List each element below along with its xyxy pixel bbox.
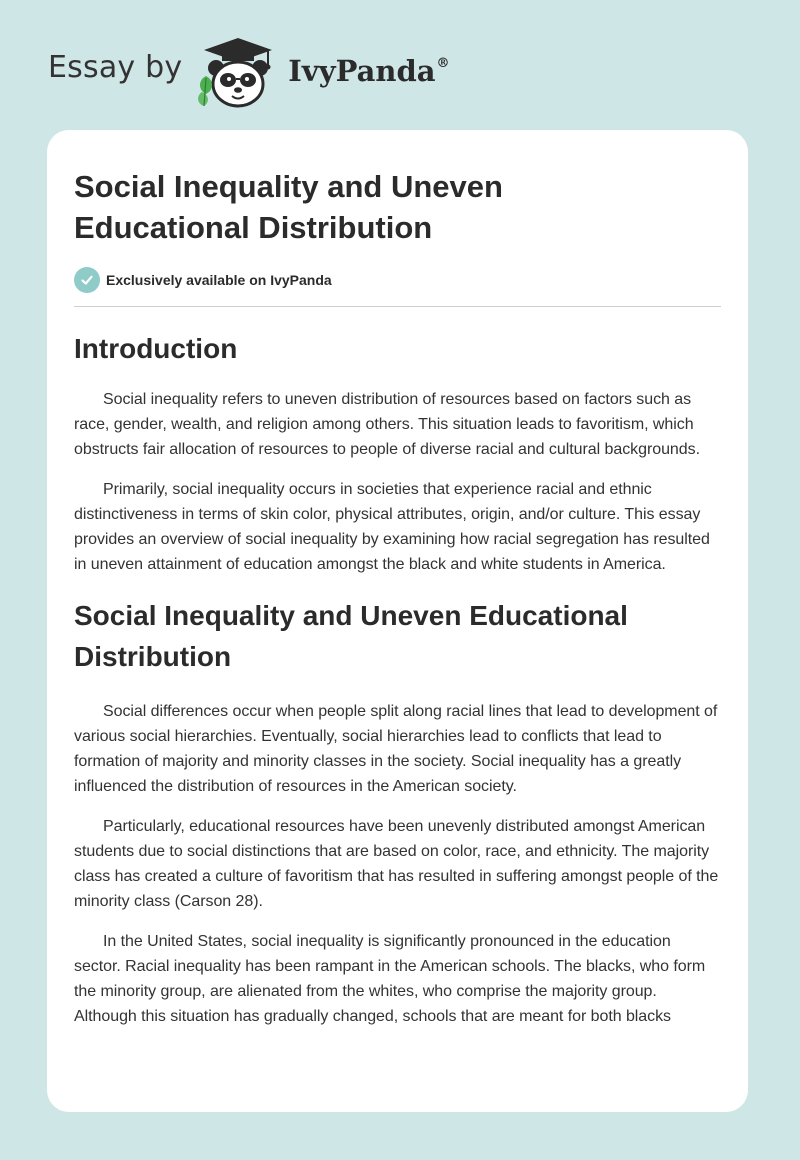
essay-by-label: Essay by — [48, 49, 183, 85]
paragraph: In the United States, social inequality is significantly pronounced in the education sector. Racial inequality has been rampant in the American schools. The blacks, who form the minority group, are alienated from the whites, who comprise the majority group. Although this situation has gradually changed, schools that are meant for both blacks — [74, 933, 706, 1025]
paragraph: Primarily, social inequality occurs in societies that experience racial and ethnic distinctiveness in terms of skin color, physical attributes, origin, and/or culture. This essay provides an overview of social inequality by examining how racial segregation has resulted in uneven attainment of education amongst the black and white students in America. — [74, 481, 710, 573]
paragraph: Social differences occur when people split along racial lines that lead to development of various social hierarchies. Eventually, social hierarchies lead to conflicts that lead to formation of majority and minority classes in the society. Social inequality has a greatly influenced the distribution of resources in the American society. — [74, 703, 718, 795]
section-heading-social-inequality: Social Inequality and Uneven Educational Distribution — [74, 600, 628, 672]
paragraph: Particularly, educational resources have been unevenly distributed amongst American students due to social distinctions that are based on color, race, and ethnicity. The majority class has created a culture of favoritism that has resulted in suffering amongst people of the minority class (Carson 28). — [74, 818, 719, 910]
registered-mark: ® — [436, 56, 450, 71]
paragraph: Social inequality refers to uneven distribution of resources based on factors such as race, gender, wealth, and religion among others. This situation leads to favoritism, which obstructs fair allocation of resources to people of diverse racial and cultural backgrounds. — [74, 391, 700, 458]
brand-name[interactable] — [288, 54, 449, 88]
ivypanda-logo-icon[interactable] — [192, 32, 284, 112]
brand-label: IvyPanda — [288, 54, 436, 88]
exclusive-text: Exclusively available on IvyPanda — [106, 272, 332, 288]
essay-title: Social Inequality and Uneven Educational Distribution — [74, 169, 503, 245]
exclusive-badge — [74, 267, 721, 293]
divider — [74, 306, 721, 307]
section-heading-introduction: Introduction — [74, 333, 238, 364]
check-icon — [74, 267, 100, 293]
essay-card — [47, 130, 748, 1112]
site-header — [48, 32, 508, 112]
